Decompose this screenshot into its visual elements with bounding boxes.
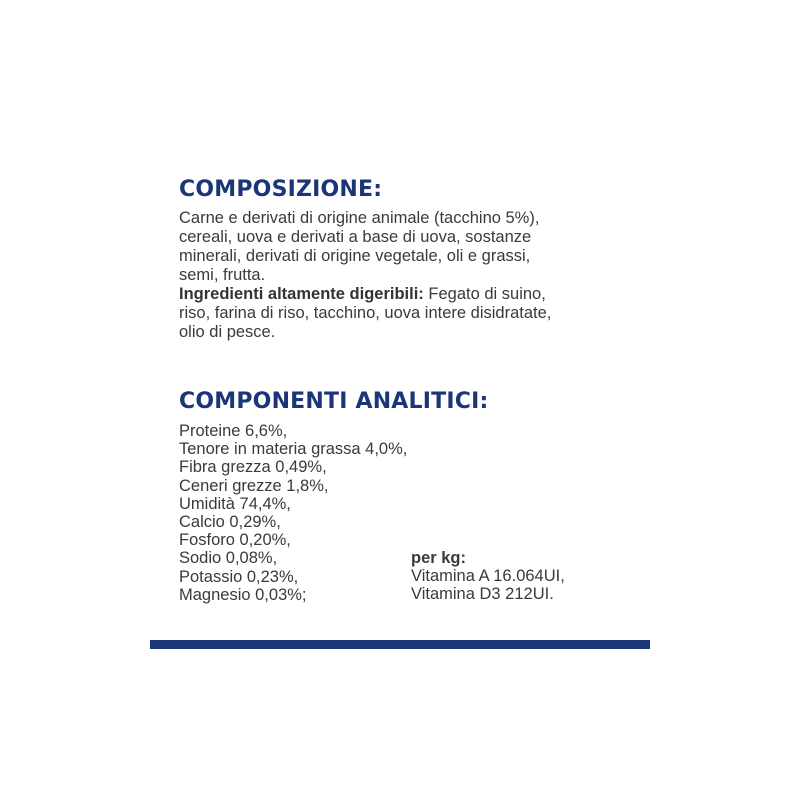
digestible-ingredients-text: riso, farina di riso, tacchino, uova intere disidratate, xyxy=(179,304,552,322)
analytic-components-list xyxy=(179,422,407,604)
analytic-item: Calcio 0,29%, xyxy=(179,513,281,532)
composition-line: cereali, uova e derivati a base di uova, sostanze xyxy=(179,228,532,246)
analytic-item: Tenore in materia grassa 4,0%, xyxy=(179,440,408,459)
analytic-components-title: COMPONENTI ANALITICI: xyxy=(179,389,489,414)
vitamin-item: Vitamina A 16.064UI, xyxy=(411,567,565,586)
analytic-item: Umidità 74,4%, xyxy=(179,494,291,513)
composition-line: semi, frutta. xyxy=(179,266,266,284)
analytic-item: Proteine 6,6%, xyxy=(179,422,288,440)
digestible-ingredients-text: Fegato di suino, xyxy=(423,285,546,303)
analytic-item: Fosforo 0,20%, xyxy=(179,531,291,550)
composition-title: COMPOSIZIONE: xyxy=(179,177,383,202)
analytic-item: Ceneri grezze 1,8%, xyxy=(179,476,329,495)
analytic-item: Potassio 0,23%, xyxy=(179,567,299,586)
analytic-item: Magnesio 0,03%; xyxy=(179,585,307,604)
composition-line: Carne e derivati di origine animale (tacchino 5%), xyxy=(179,209,540,227)
per-kg-title: per kg: xyxy=(411,549,467,567)
composition-text xyxy=(179,209,639,342)
composition-line: minerali, derivati di origine vegetale, oli e grassi, xyxy=(179,247,531,265)
vitamin-item: Vitamina D3 212UI. xyxy=(411,585,554,604)
per-kg-block xyxy=(411,549,565,604)
bottom-divider-bar xyxy=(150,640,650,649)
analytic-item: Fibra grezza 0,49%, xyxy=(179,458,327,477)
analytic-item: Sodio 0,08%, xyxy=(179,549,278,568)
digestible-ingredients-text: olio di pesce. xyxy=(179,323,276,341)
digestible-ingredients-label: Ingredienti altamente digeribili: xyxy=(179,285,424,303)
